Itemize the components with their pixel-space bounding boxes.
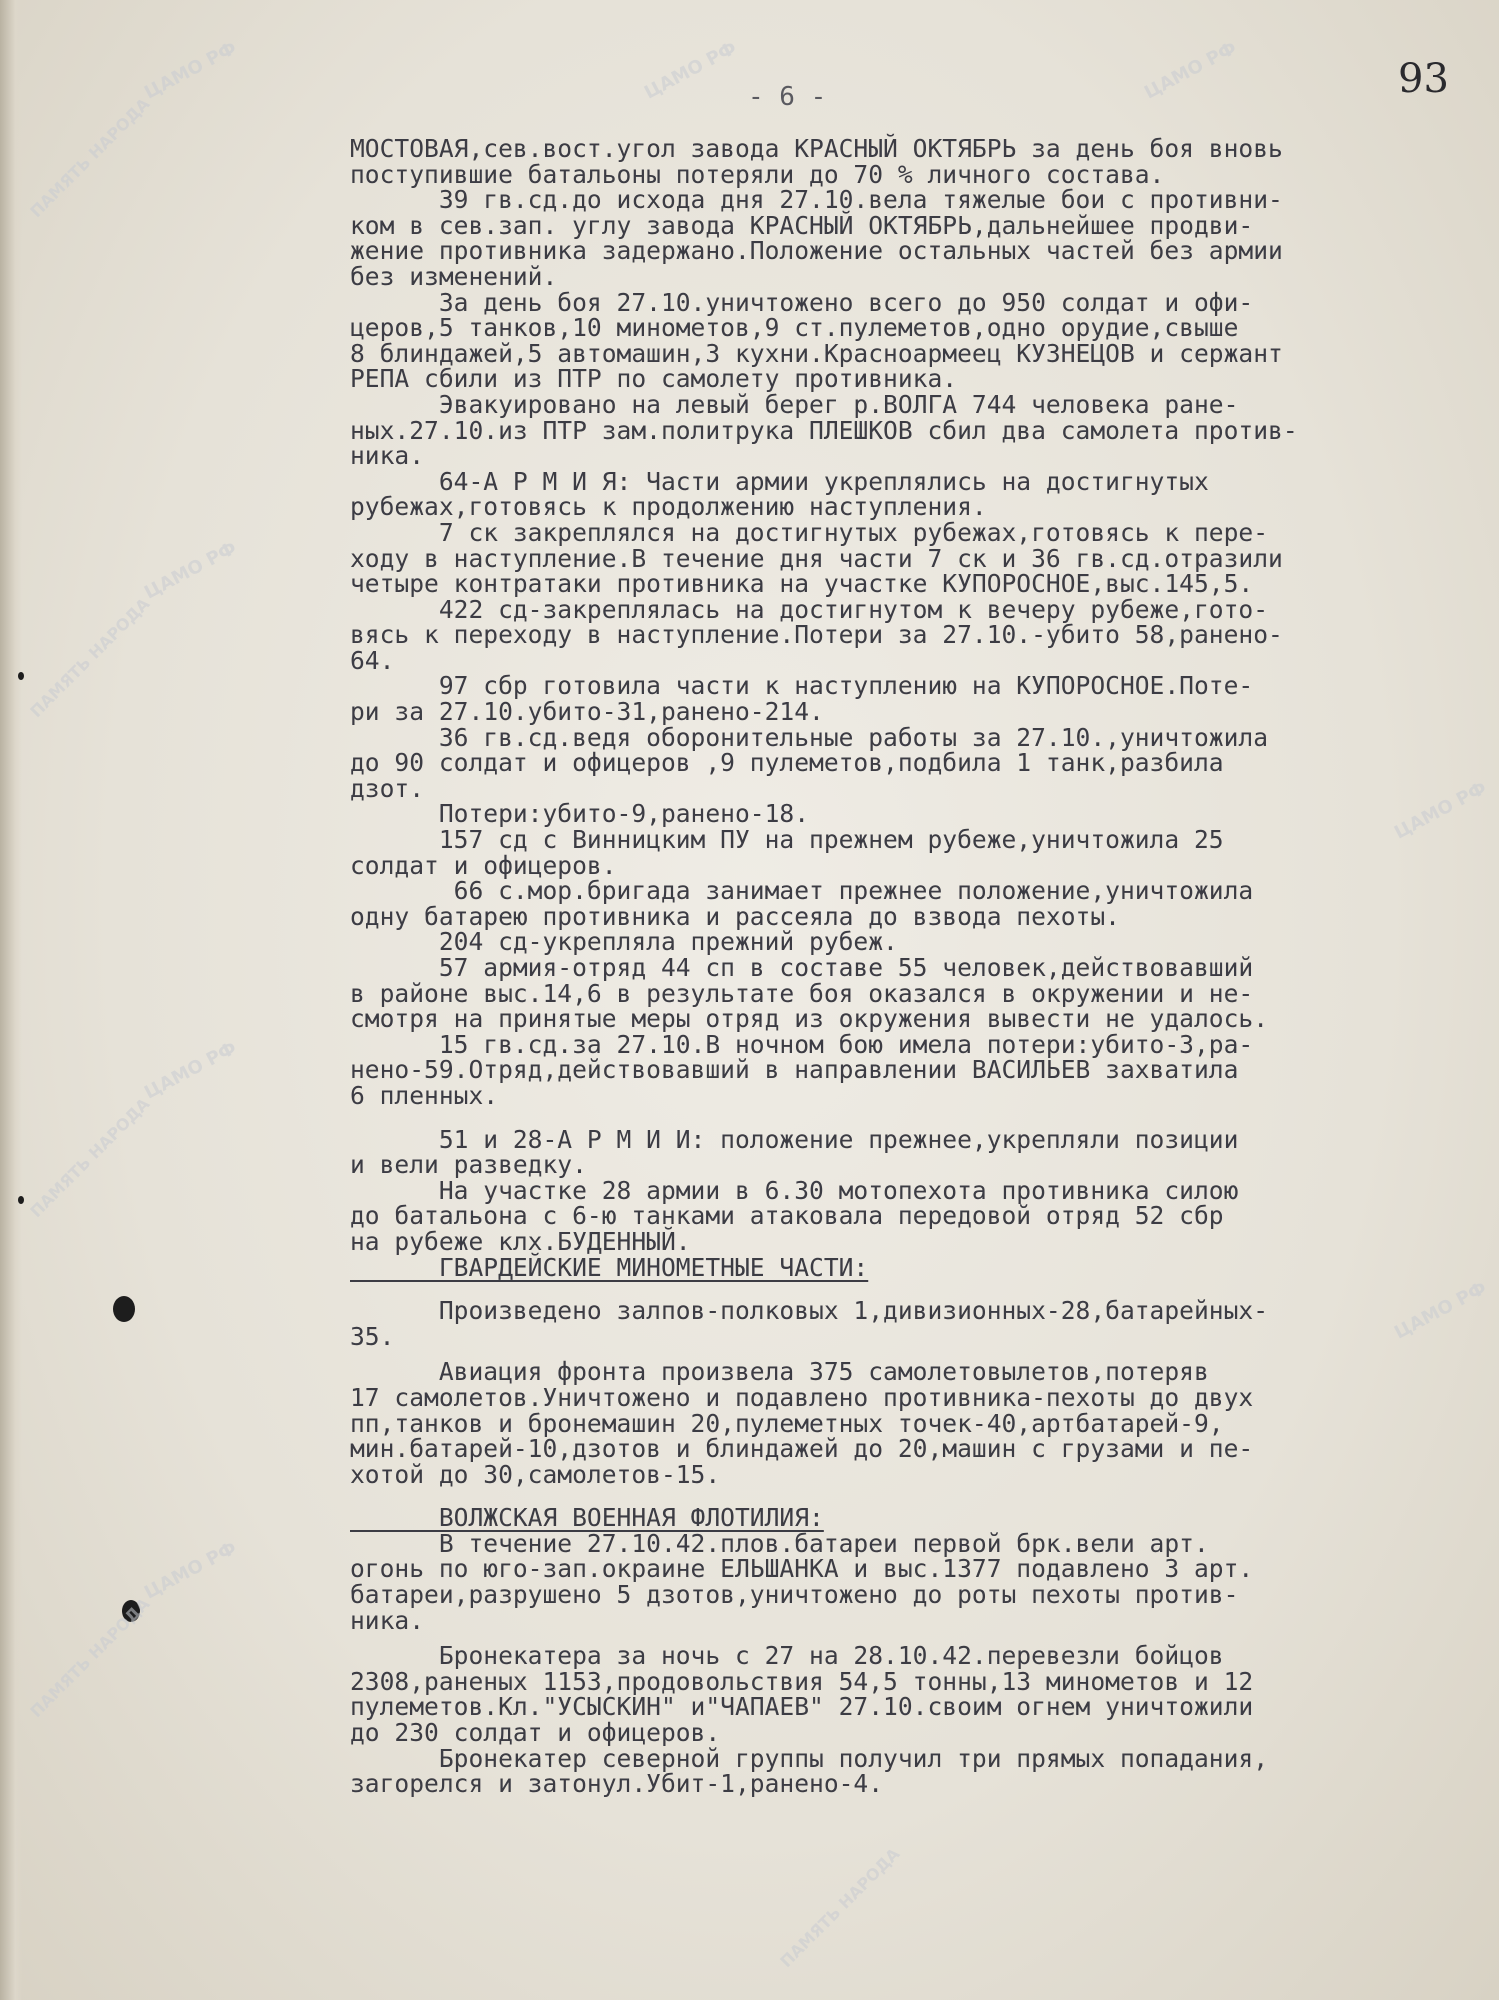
text-line: На участке 28 армии в 6.30 мотопехота противника силою [350,1175,1239,1205]
document-body [350,136,1475,1797]
watermark: ЦАМО РФ [1140,37,1241,104]
text-line: 66 с.мор.бригада занимает прежнее положение,уничтожила [350,876,1254,906]
watermark: ПАМЯТЬ НАРОДА [26,94,154,222]
text-line: ника. [350,441,425,471]
watermark: ЦАМО РФ [140,537,241,604]
text-line: на рубеже клх.БУДЕННЫЙ. [350,1226,691,1256]
text-line: 17 самолетов.Уничтожено и подавлено противника-пехоты до двух [350,1382,1254,1412]
text-line: 8 блиндажей,5 автомашин,3 кухни.Красноармеец КУЗНЕЦОВ и сержант [350,338,1283,368]
watermark: ПАМЯТЬ НАРОДА [26,1594,154,1722]
text-line: За день боя 27.10.уничтожено всего до 950 солдат и офи- [350,287,1254,317]
page-header: - 6 - [748,82,827,112]
watermark: ЦАМО РФ [140,1037,241,1104]
text-line: дзот. [350,773,425,803]
binding-hole [18,672,24,680]
watermark: ПАМЯТЬ НАРОДА [26,594,154,722]
watermark: ЦАМО РФ [1390,777,1491,844]
text-line: 39 гв.сд.до исхода дня 27.10.вела тяжелые бои с противни- [350,185,1283,215]
watermark: ЦАМО РФ [1390,1277,1491,1344]
text-line: 157 сд с Винницким ПУ на прежнем рубеже,уничтожила 25 [350,825,1224,855]
text-line: мин.батарей-10,дзотов и блиндажей до 20,машин с грузами и пе- [350,1434,1254,1464]
text-line: вясь к переходу в наступление.Потери за 27.10.-убито 58,ранено- [350,620,1283,650]
text-line: 97 сбр готовила части к наступлению на КУПОРОСНОЕ.Поте- [350,671,1254,701]
text-line: до батальона с 6-ю танками атаковала передовой отряд 52 сбр [350,1201,1224,1231]
text-line: ком в сев.зап. углу завода КРАСНЫЙ ОКТЯБРЬ,дальнейшее продви- [350,210,1254,240]
text-line: Авиация фронта произвела 375 самолетовылетов,потеряв [350,1357,1209,1387]
text-line: 64. [350,645,395,675]
text-line: Бронекатер северной группы получил три прямых попадания, [350,1743,1269,1773]
text-line: 2308,раненых 1153,продовольствия 54,5 тонны,13 минометов и 12 [350,1666,1254,1696]
text-line: Потери:убито-9,ранено-18. [350,799,810,829]
text-line: поступившие батальоны потеряли до 70 % личного состава. [350,159,1165,189]
text-line: Произведено залпов-полковых 1,дивизионных-28,батарейных- [350,1296,1269,1326]
binding-hole [113,1296,135,1322]
watermark: ПАМЯТЬ НАРОДА [776,1844,904,1972]
text-line: 6 пленных. [350,1080,499,1110]
text-line: 36 гв.сд.ведя оборонительные работы за 27.10.,уничтожила [350,722,1269,752]
text-line: рубежах,готовясь к продолжению наступления. [350,492,987,522]
text-line: и вели разведку. [350,1150,587,1180]
text-line: без изменений. [350,261,558,291]
text-line: ри за 27.10.убито-31,ранено-214. [350,697,824,727]
section-heading-51-28-armies: 51 и 28-А Р М И И: положение прежнее,укрепляли позиции [350,1124,1239,1154]
text-line: солдат и офицеров. [350,850,617,880]
text-line: хотой до 30,самолетов-15. [350,1459,721,1489]
text-line: четыре контратаки противника на участке КУПОРОСНОЕ,выс.145,5. [350,569,1254,599]
text-line: 35. [350,1321,395,1351]
watermark: ПАМЯТЬ НАРОДА [26,1094,154,1222]
page-number: 93 [1398,56,1449,102]
text-line: церов,5 танков,10 минометов,9 ст.пулеметов,одно орудие,свыше [350,313,1239,343]
text-line: пп,танков и бронемашин 20,пулеметных точек-40,артбатарей-9, [350,1408,1224,1438]
text-line: ника. [350,1605,425,1635]
paragraph-gap [350,1109,1475,1127]
text-line: 7 ск закреплялся на достигнутых рубежах,готовясь к пере- [350,517,1269,547]
section-heading-64-army: 64-А Р М И Я: Части армии укреплялись на достигнутых [350,466,1209,496]
watermark: ЦАМО РФ [640,37,741,104]
text-line: пулеметов.Кл."УСЫСКИН" и"ЧАПАЕВ" 27.10.своим огнем уничтожили [350,1692,1254,1722]
text-line: огонь по юго-зап.окраине ЕЛЬШАНКА и выс.1377 подавлено 3 арт. [350,1554,1254,1584]
text-line: загорелся и затонул.Убит-1,ранено-4. [350,1769,884,1799]
binding-edge [0,0,22,2000]
text-line: ных.27.10.из ПТР зам.политрука ПЛЕШКОВ сбил два самолета против- [350,415,1298,445]
text-line: одну батарею противника и рассеяла до взвода пехоты. [350,901,1120,931]
text-line: нено-59.Отряд,действовавший в направлении ВАСИЛЬЕВ захватила [350,1055,1239,1085]
text-line: до 90 солдат и офицеров ,9 пулеметов,подбила 1 танк,разбила [350,748,1224,778]
text-line: МОСТОВАЯ,сев.вост.угол завода КРАСНЫЙ ОКТЯБРЬ за день боя вновь [350,134,1283,163]
text-line: смотря на принятые меры отряд из окружения вывести не удалось. [350,1004,1269,1034]
text-line: в районе выс.14,6 в результате боя оказался в окружении и не- [350,978,1254,1008]
binding-hole [18,1196,24,1204]
text-line: Бронекатера за ночь с 27 на 28.10.42.перевезли бойцов [350,1641,1224,1671]
text-line: РЕПА сбили из ПТР по самолету противника. [350,364,958,394]
text-line: 204 сд-укрепляла прежний рубеж. [350,927,898,957]
text-line: ходу в наступление.В течение дня части 7 ск и 36 гв.сд.отразили [350,543,1283,573]
watermark: ЦАМО РФ [140,37,241,104]
text-line: В течение 27.10.42.плов.батареи первой брк.вели арт. [350,1528,1209,1558]
text-line: 15 гв.сд.за 27.10.В ночном бою имела потери:убито-3,ра- [350,1029,1254,1059]
text-line: батареи,разрушено 5 дзотов,уничтожено до роты пехоты против- [350,1580,1239,1610]
text-line: 57 армия-отряд 44 сп в составе 55 человек,действовавший [350,953,1254,982]
text-line: жение противника задержано.Положение остальных частей без армии [350,236,1283,266]
text-line: до 230 солдат и офицеров. [350,1718,721,1748]
watermark: ЦАМО РФ [140,1537,241,1604]
text-line: Эвакуировано на левый берег р.ВОЛГА 744 человека ране- [350,389,1239,419]
text-line: 422 сд-закреплялась на достигнутом к вечеру рубеже,гото- [350,594,1269,624]
section-heading-guards-mortars: ГВАРДЕЙСКИЕ МИНОМЕТНЫЕ ЧАСТИ: [350,1252,869,1282]
section-heading-volga-flotilla: ВОЛЖСКАЯ ВОЕННАЯ ФЛОТИЛИЯ: [350,1503,824,1533]
